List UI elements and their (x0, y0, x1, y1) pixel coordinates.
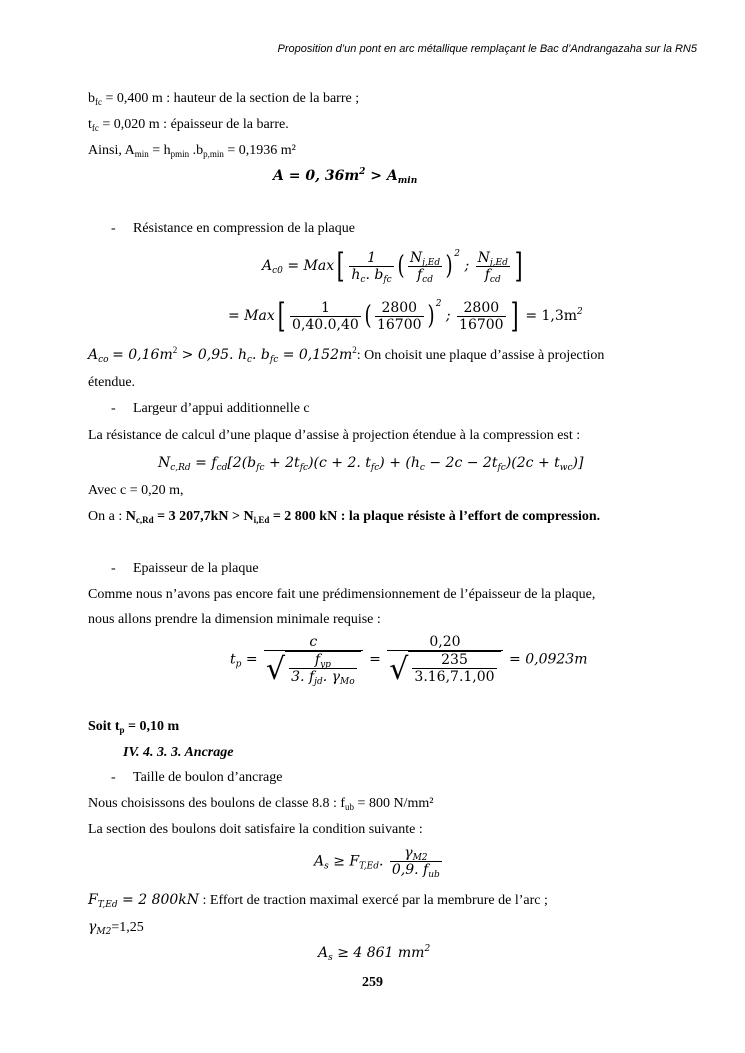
fraction (289, 652, 356, 685)
text: Nous choisissons des boulons de classe 8.8 : f (88, 796, 346, 811)
subscript: fc (269, 355, 279, 365)
radicand (285, 651, 360, 685)
subscript: M2 (412, 853, 428, 863)
denominator (349, 267, 393, 283)
text: A = 0, 36m (273, 168, 360, 184)
subscript: fc (256, 463, 265, 473)
subscript: T,Ed (97, 900, 118, 910)
text: =1,25 (111, 920, 144, 935)
numerator (289, 652, 356, 669)
bullet-dash: - (111, 221, 116, 236)
text-line-soit (88, 718, 179, 736)
text: N (158, 455, 171, 471)
denominator: 16700 (376, 316, 422, 333)
subscript: c (360, 274, 366, 285)
paren-right: ) (427, 301, 435, 331)
text-line-etendue: étendue. (88, 375, 136, 390)
text-line-comme: Comme nous n’avons pas encore fait une prédimensionnement de l’épaisseur de la plaque, (88, 587, 596, 602)
bullet-compression (111, 220, 355, 238)
numerator: 1 (349, 250, 393, 267)
text: F (88, 892, 98, 908)
text-line-avec: Avec c = 0,20 m, (88, 483, 184, 498)
bracket-left: [ (336, 246, 345, 286)
denominator: 0,40.0,40 (292, 316, 359, 333)
subscript: c (419, 463, 425, 473)
subscript: p,min (203, 149, 224, 159)
subscript: pmin (170, 149, 190, 159)
superscript: 2 (352, 345, 357, 355)
text: = 3 207,7kN > N (153, 509, 254, 524)
subscript: fc (95, 97, 102, 107)
paren-left: ( (397, 251, 405, 281)
text: ) + (h (379, 455, 420, 471)
text: A (314, 853, 325, 870)
denominator: 16700 (459, 316, 504, 333)
formula-max-numeric (228, 294, 583, 338)
subscript: jd (314, 677, 323, 687)
subscript: c,Rd (135, 515, 154, 525)
subscript: cd (422, 274, 433, 285)
text: Taille de boulon d’ancrage (133, 770, 283, 785)
text: Largeur d’appui additionnelle c (133, 401, 310, 416)
subscript: c0 (272, 266, 283, 276)
superscript: 2 (424, 944, 431, 954)
bullet-dash: - (111, 401, 116, 416)
text: = 2 800kN (117, 892, 200, 908)
text: Soit t (88, 719, 120, 734)
subscript: i,Ed (253, 515, 270, 525)
text: [2(b (227, 455, 257, 471)
numerator: 2800 (375, 300, 424, 317)
text: )(2c + t (505, 455, 560, 471)
superscript: 2 (359, 167, 366, 177)
subscript: co (98, 355, 109, 365)
subscript: j,Ed (422, 257, 441, 268)
denominator (408, 267, 442, 283)
text: = 0,10 m (124, 719, 180, 734)
denominator: 3.16,7.1,00 (414, 669, 495, 685)
text-line-ft (88, 891, 548, 910)
text: = 1,3m (525, 308, 578, 324)
subscript: cd (489, 274, 501, 285)
subscript: j,Ed (489, 257, 508, 268)
bracket-right: ] (510, 296, 519, 336)
text: = (369, 651, 381, 668)
text: A (262, 258, 273, 274)
radical-sign: √ (266, 652, 286, 687)
text: )(c + 2. t (308, 455, 371, 471)
text-line-classe (88, 795, 433, 813)
numerator: 235 (412, 652, 496, 669)
sqrt (266, 651, 361, 685)
page-number: 259 (362, 975, 383, 990)
fraction (457, 300, 506, 333)
fraction (408, 250, 442, 283)
fraction (375, 300, 424, 333)
subscript: c,Rd (170, 463, 191, 473)
subscript: T,Ed (359, 861, 379, 872)
text: t (230, 651, 236, 668)
text: : Effort de traction maximal exercé par la membrure de l’arc ; (199, 893, 548, 908)
bracket-left: [ (277, 296, 286, 336)
text: 0,9. f (391, 862, 429, 878)
formula-ac0 (262, 244, 525, 288)
text: = 0,0923m (509, 651, 588, 668)
text: ≥ F (328, 853, 360, 870)
text: Epaisseur de la plaque (133, 561, 259, 576)
subscript: wc (559, 463, 573, 473)
text: = 800 N/mm² (354, 796, 434, 811)
bullet-dash: - (111, 770, 116, 785)
text-line-bfc: $b_{fc} = 0,400$ m : hauteur de la section de la barre ; (88, 91, 360, 107)
subscript: s (324, 861, 329, 872)
text: A (318, 945, 329, 961)
fraction (290, 300, 361, 333)
text: Résistance en compression de la plaque (133, 221, 355, 236)
text: f (314, 652, 321, 668)
text: = (245, 651, 258, 668)
text: > A (365, 168, 398, 184)
numerator (390, 845, 442, 862)
text-line-on-a (88, 508, 600, 526)
text: = 0,1936 m² (223, 143, 296, 158)
subscript: c (246, 355, 253, 365)
formula-tp (230, 634, 587, 685)
radical-sign: √ (389, 652, 409, 687)
numerator: 2800 (457, 300, 506, 317)
text: )] (572, 455, 584, 471)
paren-right: ) (445, 251, 453, 281)
formula-as: $A_s \ge F_{T,Ed}$. $\frac{\gamma_{M2}}{0,9. f_{ub}}$ (314, 845, 440, 880)
text: N (477, 249, 490, 266)
bullet-dash: - (111, 561, 116, 576)
subscript: ub (345, 802, 355, 812)
subscript: p (119, 725, 125, 735)
formula-a-check (273, 167, 417, 185)
subscript: min (397, 176, 418, 186)
text: + 2t (264, 455, 300, 471)
text: N (125, 509, 136, 524)
formula-ncrd (158, 454, 583, 472)
denominator (387, 651, 502, 685)
text: ≥ 4 861 mm (332, 945, 425, 961)
text-line-condition: La section des boulons doit satisfaire la condition suivante : (88, 822, 423, 837)
subscript: s (328, 953, 333, 963)
text: = 2 800 kN : la plaque résiste à l’effort de compression. (269, 509, 601, 524)
fraction (349, 250, 393, 283)
subscript: min (134, 149, 149, 159)
text: N (409, 249, 423, 266)
subscript: fc (91, 123, 99, 133)
numerator (476, 250, 510, 267)
paren-left: ( (364, 301, 372, 331)
text: > 0,95. h (177, 347, 247, 363)
denominator (390, 862, 442, 878)
numerator (408, 250, 442, 267)
text-line-aco (88, 346, 604, 365)
text-line-nous: nous allons prendre la dimension minimale requise : (88, 612, 381, 627)
bullet-epaisseur (111, 560, 259, 578)
section-heading-ancrage: IV. 4. 3. 3. Ancrage (123, 745, 234, 760)
text: = f (195, 455, 217, 471)
subscript: fc (370, 463, 380, 473)
superscript: 2 (172, 345, 178, 355)
text: γ (404, 845, 413, 861)
text: ; (441, 308, 456, 324)
text: . (252, 347, 261, 363)
denominator (289, 669, 356, 685)
running-header: Proposition d’un pont en arc métallique remplaçant le Bac d’Andrangazaha sur la RN5 (277, 43, 697, 55)
text: ; (460, 258, 474, 274)
subscript: yp (320, 660, 331, 670)
text: . (365, 266, 375, 283)
text-line-resistance: La résistance de calcul d’une plaque d’assise à projection étendue à la compression est : (88, 428, 581, 443)
text: = 0,020 m : épaisseur de la barre. (102, 117, 289, 132)
superscript: 2 (435, 299, 442, 309)
subscript: ub (428, 870, 440, 880)
denominator (476, 267, 510, 283)
text: γ (88, 919, 97, 935)
numerator: 0,20 (387, 634, 502, 651)
text-line-tfc: $t_{fc} = 0,020$ m : épaisseur de la barre. (88, 117, 289, 133)
numerator: c (264, 634, 363, 651)
text: A (88, 347, 99, 363)
text: Ainsi, A (88, 143, 135, 158)
radicand (408, 651, 500, 685)
fraction (390, 845, 442, 878)
text: On a : (88, 509, 126, 524)
text-line-ainsi (88, 142, 296, 160)
text: .b (189, 143, 204, 158)
superscript: 2 (454, 249, 460, 259)
subscript: fc (383, 274, 392, 285)
text: : On choisit une plaque d’assise à projection (356, 348, 605, 363)
bullet-boulon (111, 769, 282, 787)
subscript: p (235, 659, 242, 670)
text: b (260, 347, 270, 363)
subscript: M2 (96, 927, 112, 937)
numerator: 1 (290, 300, 361, 317)
subscript: cd (216, 463, 228, 473)
text: h (351, 266, 361, 283)
text: − 2c − 2t (424, 455, 498, 471)
formula-as-final (318, 944, 430, 962)
bracket-right: ] (514, 246, 523, 286)
text: = Max (228, 308, 275, 324)
superscript: 2 (577, 307, 583, 317)
text: = 0,16m (112, 347, 173, 363)
fraction (412, 652, 496, 685)
text: = 0,400 m : hauteur de la section de la barre ; (105, 91, 360, 106)
text: f (416, 266, 423, 283)
text-line-gamma (88, 918, 144, 937)
text: . γ (322, 669, 341, 685)
denominator (264, 651, 363, 685)
subscript: fc (299, 463, 309, 473)
subscript: Mo (340, 677, 355, 687)
bullet-largeur (111, 400, 310, 418)
text: = Max (287, 258, 335, 274)
text: 3. f (291, 669, 315, 685)
fraction (264, 634, 363, 685)
sqrt (389, 651, 500, 685)
fraction (476, 250, 510, 283)
text: f (484, 266, 490, 283)
text: = h (148, 143, 171, 158)
text: = 0,152m (278, 347, 353, 363)
subscript: fc (497, 463, 506, 473)
fraction (387, 634, 502, 685)
text: b (374, 266, 384, 283)
